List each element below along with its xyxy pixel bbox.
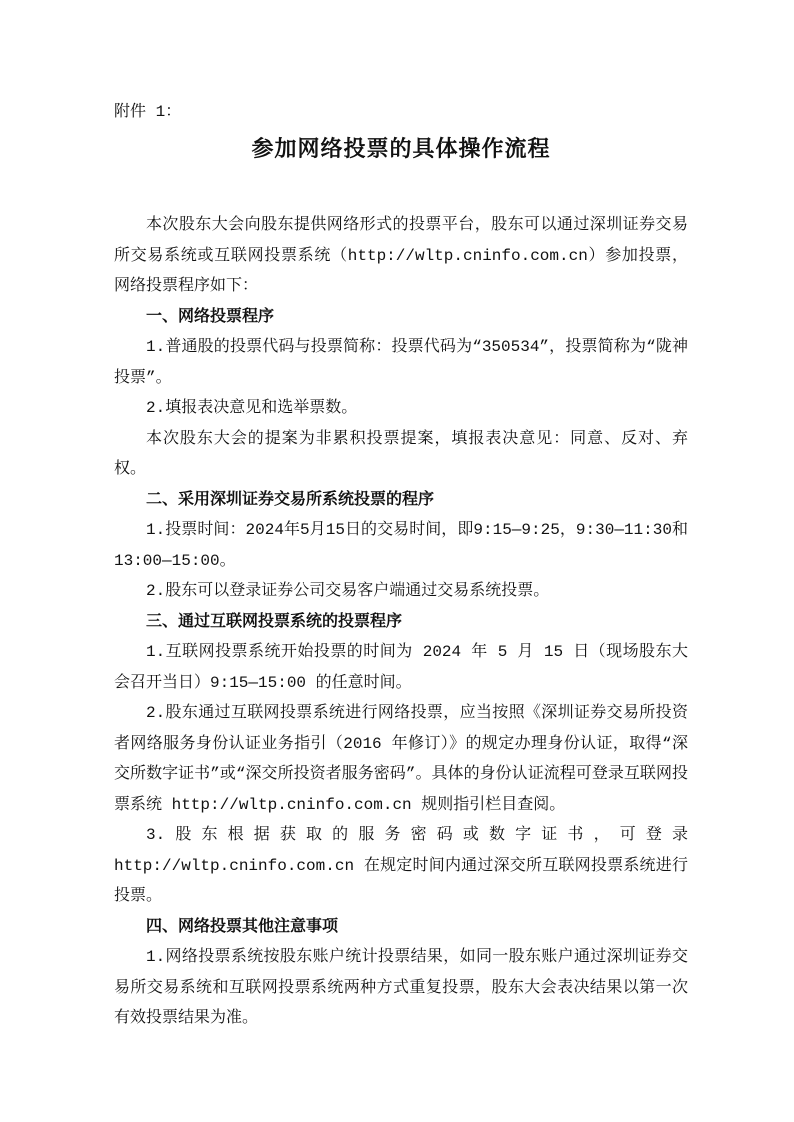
section-4-heading: 四、网络投票其他注意事项 — [146, 917, 339, 936]
section-1-heading: 一、网络投票程序 — [146, 307, 275, 326]
section-3-item-1: 1.互联网投票系统开始投票的时间为 2024 年 5 月 15 日（现场股东大会召开当日）9:15—15:00 的任意时间。 — [114, 643, 688, 692]
page-title: 参加网络投票的具体操作流程 — [251, 138, 551, 163]
section-3-item-3: 3.股东根据获取的服务密码或数字证书，可登录 http://wltp.cninfo.com.cn 在规定时间内通过深交所互联网投票系统进行投票。 — [114, 826, 688, 905]
section-3-item-2: 2.股东通过互联网投票系统进行网络投票，应当按照《深圳证券交易所投资者网络服务身份认证业务指引（2016 年修订）》的规定办理身份认证，取得“深交所数字证书”或“深交所投资者服务密码”。具体的身份认证流程可登录互联网投票系统 http://wltp.cninfo.com.cn 规则指引栏目查阅。 — [114, 704, 688, 814]
section-2-heading: 二、采用深圳证券交易所系统投票的程序 — [146, 490, 435, 509]
intro-paragraph: 本次股东大会向股东提供网络形式的投票平台，股东可以通过深圳证券交易所交易系统或互联网投票系统（http://wltp.cninfo.com.cn）参加投票，网络投票程序如下： — [114, 216, 688, 295]
section-1-item-2: 2.填报表决意见和选举票数。 — [146, 399, 358, 417]
section-2-item-2: 2.股东可以登录证券公司交易客户端通过交易系统投票。 — [146, 582, 550, 600]
section-1-note: 本次股东大会的提案为非累积投票提案，填报表决意见：同意、反对、弃权。 — [114, 429, 688, 478]
section-4-item-1: 1.网络投票系统按股东账户统计投票结果，如同一股东账户通过深圳证券交易所交易系统和互联网投票系统两种方式重复投票，股东大会表决结果以第一次有效投票结果为准。 — [114, 948, 688, 1027]
attachment-label: 附件 1： — [114, 103, 182, 121]
section-1-item-1: 1.普通股的投票代码与投票简称：投票代码为“350534”，投票简称为“陇神投票”。 — [114, 338, 688, 387]
section-2-item-1: 1.投票时间：2024年5月15日的交易时间，即9:15—9:25，9:30—11:30和13:00—15:00。 — [114, 521, 688, 570]
section-3-heading: 三、通过互联网投票系统的投票程序 — [146, 612, 403, 631]
